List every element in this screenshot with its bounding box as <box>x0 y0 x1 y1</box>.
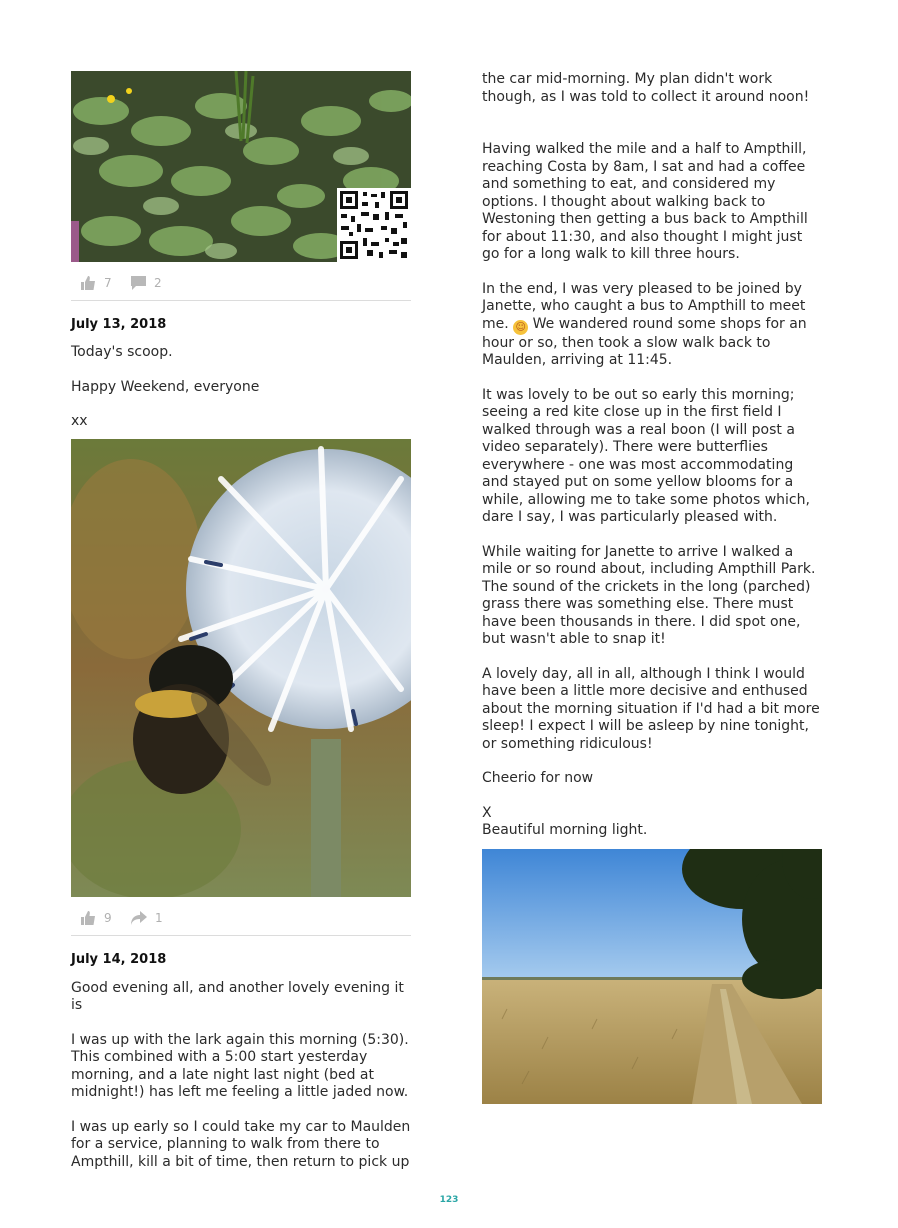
post-text: Good evening all, and another lovely evening it is <box>71 979 404 1013</box>
share-count: 1 <box>155 910 163 925</box>
field-morning-photo <box>482 849 822 1104</box>
post-text: xx <box>71 413 88 429</box>
post-text: the car mid-morning. My plan didn't work though, as I was told to collect it around noon! <box>482 71 810 105</box>
comment-count: 2 <box>154 276 162 290</box>
post-text: X <box>482 804 492 821</box>
comment-icon <box>131 276 146 290</box>
post-text: Beautiful morning light. <box>482 822 648 838</box>
page-number: 123 <box>439 1195 459 1205</box>
post-text: Today's scoop. <box>71 344 173 360</box>
post-text: Cheerio for now <box>482 770 594 786</box>
post-text: While waiting for Janette to arrive I walked a mile or so round about, including Ampthill Park. The sound of the crickets in the long (parched) grass there was something else. There must have been thousands in there. I did spot one, but wasn't able to snap it! <box>482 543 816 647</box>
bee-on-thistle-photo <box>71 439 411 897</box>
share-icon <box>131 911 147 925</box>
like-count: 7 <box>104 276 112 290</box>
left-column <box>71 71 411 1171</box>
like-count: 9 <box>104 910 112 925</box>
qr-code <box>337 188 411 262</box>
like-button[interactable] <box>81 276 112 290</box>
smiling-face-emoji-icon: ☺ <box>513 320 528 335</box>
thumbs-up-icon <box>81 276 96 290</box>
comment-button[interactable] <box>131 276 162 290</box>
post-text: I was up with the lark again this morning (5:30). This combined with a 5:00 start yesterday morning, and a late night last night (bed at midnight!) has left me feeling a little jaded now. <box>71 1031 409 1100</box>
right-column <box>482 71 822 1104</box>
post-text: Happy Weekend, everyone <box>71 378 260 395</box>
post-actions <box>71 897 411 936</box>
post-actions <box>71 262 411 301</box>
thumbs-up-icon <box>81 911 96 925</box>
post-date: July 14, 2018 <box>71 951 167 967</box>
share-button[interactable] <box>131 911 163 925</box>
post-text: It was lovely to be out so early this morning; seeing a red kite close up in the first field I walked through was a real boon (I will post a video separately). There were butterflies everywhere - one was most accommodating and stayed put on some yellow blooms for a while, allowing me to take some photos which, dare I say, I was particularly pleased with. <box>482 386 810 525</box>
post-text: I was up early so I could take my car to Maulden for a service, planning to walk from there to Ampthill, kill a bit of time, then return to pick up <box>71 1118 411 1170</box>
post-text: In the end, I was very pleased to be joined by Janette, who caught a bus to Ampthill to meet me. ☺ We wandered round some shops for an hour or so, then took a slow walk back to Maulden, arriving at 11:45. <box>482 280 807 368</box>
like-button[interactable] <box>81 911 112 925</box>
lily-pond-photo <box>71 71 411 262</box>
post-date: July 13, 2018 <box>71 317 167 332</box>
post-text: A lovely day, all in all, although I think I would have been a little more decisive and enthused about the morning situation if I'd had a bit more sleep! I expect I will be asleep by nine tonight, or something ridiculous! <box>482 665 820 752</box>
post-text: Having walked the mile and a half to Ampthill, reaching Costa by 8am, I sat and had a coffee and something to eat, and considered my options. I thought about walking back to Westoning then getting a bus back to Ampthill for about 11:30, and also thought I might just go for a long walk to kill three hours. <box>482 141 808 262</box>
